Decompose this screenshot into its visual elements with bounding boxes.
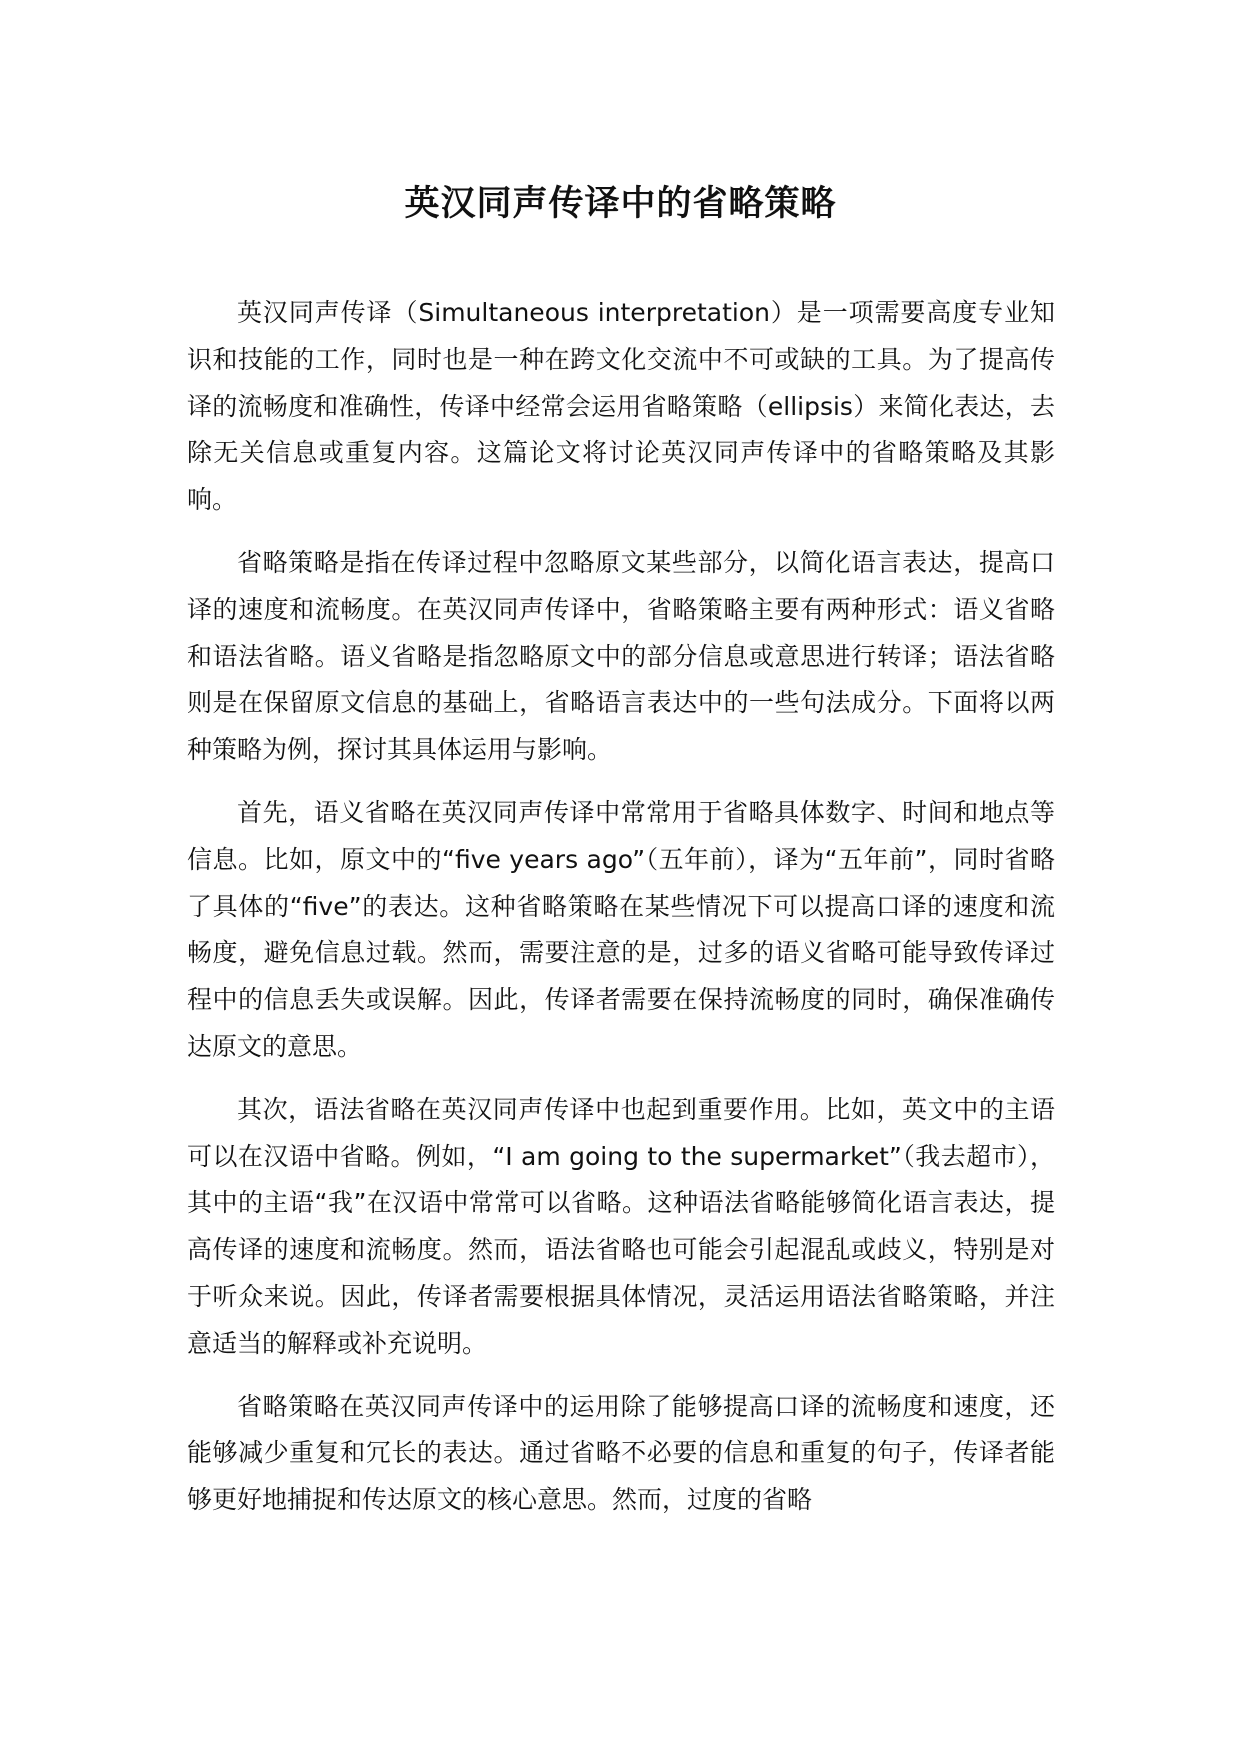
paragraph-grammatical-ellipsis: 其次，语法省略在英汉同声传译中也起到重要作用。比如，英文中的主语可以在汉语中省略。例如，“I am going to the supermarket”（我去超市），其中的主语“我”在汉语中常常可以省略。这种语法省略能够简化语言表达，提高传译的速度和流畅度。然而，语法省略也可能会引起混乱或歧义，特别是对于听众来说。因此，传译者需要根据具体情况，灵活运用语法省略策略，并注意适当的解释或补充说明。 <box>187 1094 1055 1358</box>
page-title: 英汉同声传译中的省略策略 <box>404 184 837 224</box>
document-body <box>187 290 1055 1540</box>
paragraph-semantic-ellipsis: 首先，语义省略在英汉同声传译中常常用于省略具体数字、时间和地点等信息。比如，原文中的“five years ago”（五年前），译为“五年前”，同时省略了具体的“five”的表达。这种省略策略在某些情况下可以提高口译的速度和流畅度，避免信息过载。然而，需要注意的是，过多的语义省略可能导致传译过程中的信息丢失或误解。因此，传译者需要在保持流畅度的同时，确保准确传达原文的意思。 <box>187 797 1055 1061</box>
paragraph-intro: 英汉同声传译（Simultaneous interpretation）是一项需要高度专业知识和技能的工作，同时也是一种在跨文化交流中不可或缺的工具。为了提高传译的流畅度和准确性，传译中经常会运用省略策略（ellipsis）来简化表达，去除无关信息或重复内容。这篇论文将讨论英汉同声传译中的省略策略及其影响。 <box>187 298 1055 515</box>
paragraph-definition: 省略策略是指在传译过程中忽略原文某些部分，以简化语言表达，提高口译的速度和流畅度。在英汉同声传译中，省略策略主要有两种形式：语义省略和语法省略。语义省略是指忽略原文中的部分信息或意思进行转译；语法省略则是在保留原文信息的基础上，省略语言表达中的一些句法成分。下面将以两种策略为例，探讨其具体运用与影响。 <box>187 547 1055 765</box>
paragraph-benefits: 省略策略在英汉同声传译中的运用除了能够提高口译的流畅度和速度，还能够减少重复和冗长的表达。通过省略不必要的信息和重复的句子，传译者能够更好地捕捉和传达原文的核心意思。然而，过度的省略 <box>187 1391 1055 1515</box>
